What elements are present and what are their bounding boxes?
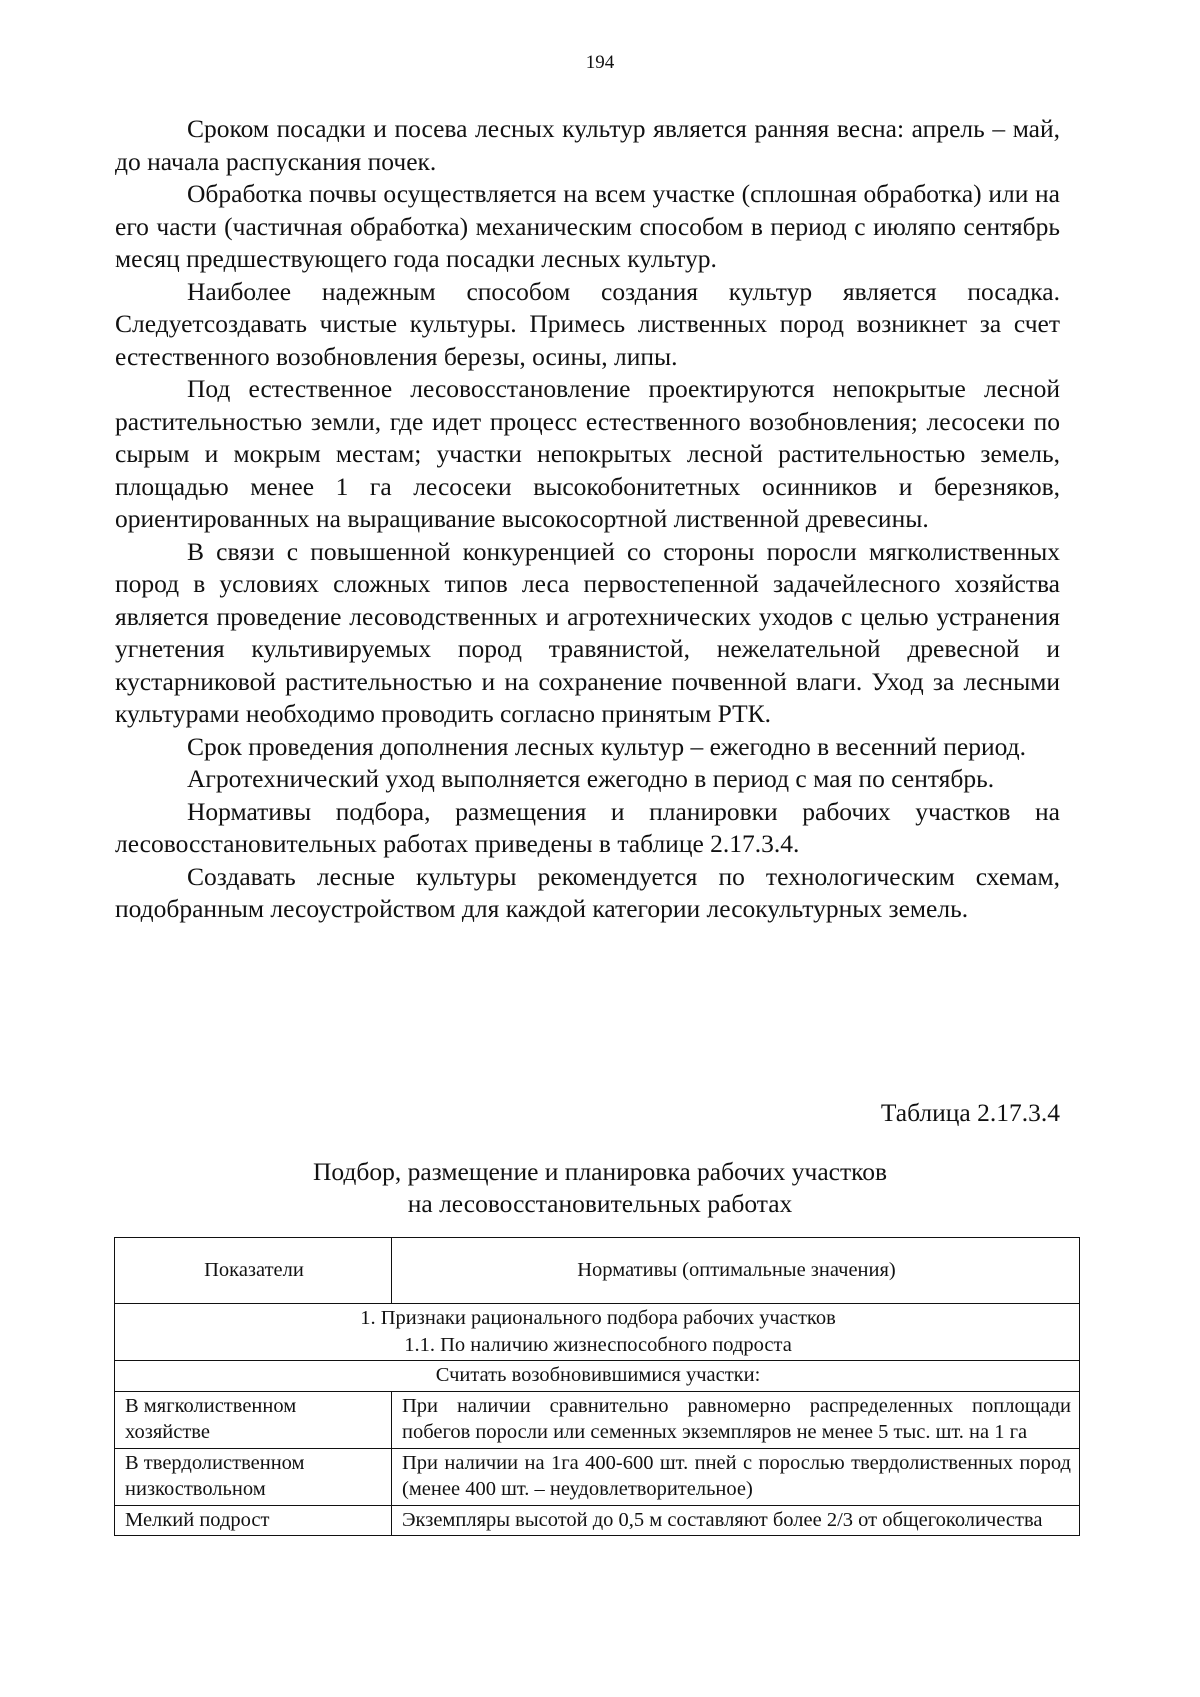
paragraph: Агротехнический уход выполняется ежегодно в период с мая по сентябрь.: [187, 764, 995, 793]
header-indicators: Показатели: [115, 1238, 392, 1304]
table-title: [0, 1156, 1200, 1220]
norm-cell: Экземпляры высотой до 0,5 м составляют более 2/3 от общегоколичества: [392, 1505, 1080, 1536]
table-row: [115, 1391, 1080, 1448]
table-title-line: Подбор, размещение и планировка рабочих участков: [312, 1157, 887, 1186]
norm-cell: При наличии сравнительно равномерно распределенных поплощади побегов поросли или семенных экземпляров не менее 5 тыс. шт. на 1 га: [392, 1391, 1080, 1448]
table-title-line: на лесовосстановительных работах: [407, 1189, 793, 1218]
subsection-row: [115, 1361, 1080, 1392]
subsection-heading: Считать возобновившимися участки:: [115, 1361, 1080, 1392]
section-row: [115, 1304, 1080, 1361]
indicator-cell: Мелкий подрост: [115, 1505, 392, 1536]
paragraph: Наиболее надежным способом создания культур является посадка. Следуетсоздавать чистые культуры. Примесь лиственных пород возникнет за счет естественного возобновления березы, осины, липы.: [115, 276, 1060, 371]
paragraph: Срок проведения дополнения лесных культур – ежегодно в весенний период.: [187, 731, 1026, 761]
header-norms: Нормативы (оптимальные значения): [392, 1238, 1080, 1304]
norms-table: [114, 1237, 1080, 1536]
paragraph: Создавать лесные культуры рекомендуется по технологическим схемам, подобранным лесоустройством для каждой категории лесокультурных земель.: [115, 861, 1060, 923]
paragraph: Нормативы подбора, размещения и планировки рабочих участков на лесовосстановительных работах приведены в таблице 2.17.3.4.: [115, 796, 1060, 858]
page-number: 194: [585, 52, 615, 73]
indicator-cell: В твердолиственном низкоствольном: [115, 1448, 392, 1505]
norm-cell: При наличии на 1га 400-600 шт. пней с порослью твердолиственных пород (менее 400 шт. – неудовлетворительное): [392, 1448, 1080, 1505]
table-header-row: [115, 1238, 1080, 1304]
table-row: [115, 1505, 1080, 1536]
paragraph: В связи с повышенной конкуренцией со стороны поросли мягколиственных пород в условиях сложных типов леса первостепенной задачейлесного хозяйства является проведение лесоводственных и агротехнических уходов с целью устранения угнетения культивируемых пород травянистой, нежелательной древесной и кустарниковой растительностью и на сохранение почвенной влаги. Уход за лесными культурами необходимо проводить согласно принятым РТК.: [115, 536, 1060, 728]
section-title: 1. Признаки рационального подбора рабочих участков: [360, 1307, 836, 1329]
body-text: [115, 113, 1060, 926]
table-row: [115, 1448, 1080, 1505]
subsection-title: 1.1. По наличию жизнеспособного подроста: [404, 1333, 792, 1356]
indicator-cell: В мягколиственном хозяйстве: [115, 1391, 392, 1448]
paragraph: Сроком посадки и посева лесных культур является ранняя весна: апрель – май, до начала распускания почек.: [115, 114, 1060, 176]
table-label: Таблица 2.17.3.4: [880, 1098, 1060, 1127]
paragraph: Обработка почвы осуществляется на всем участке (сплошная обработка) или на его части (частичная обработка) механическим способом в период с июляпо сентябрь месяц предшествующего года посадки лесных культур.: [115, 179, 1060, 273]
paragraph: Под естественное лесовосстановление проектируются непокрытые лесной растительностью земли, где идет процесс естественного возобновления; лесосеки по сырым и мокрым местам; участки непокрытых лесной растительностью земель, площадью менее 1 га лесосеки высокобонитетных осинников и березняков, ориентированных на выращивание высокосортной лиственной древесины.: [115, 374, 1060, 533]
section-heading: [115, 1304, 1080, 1361]
